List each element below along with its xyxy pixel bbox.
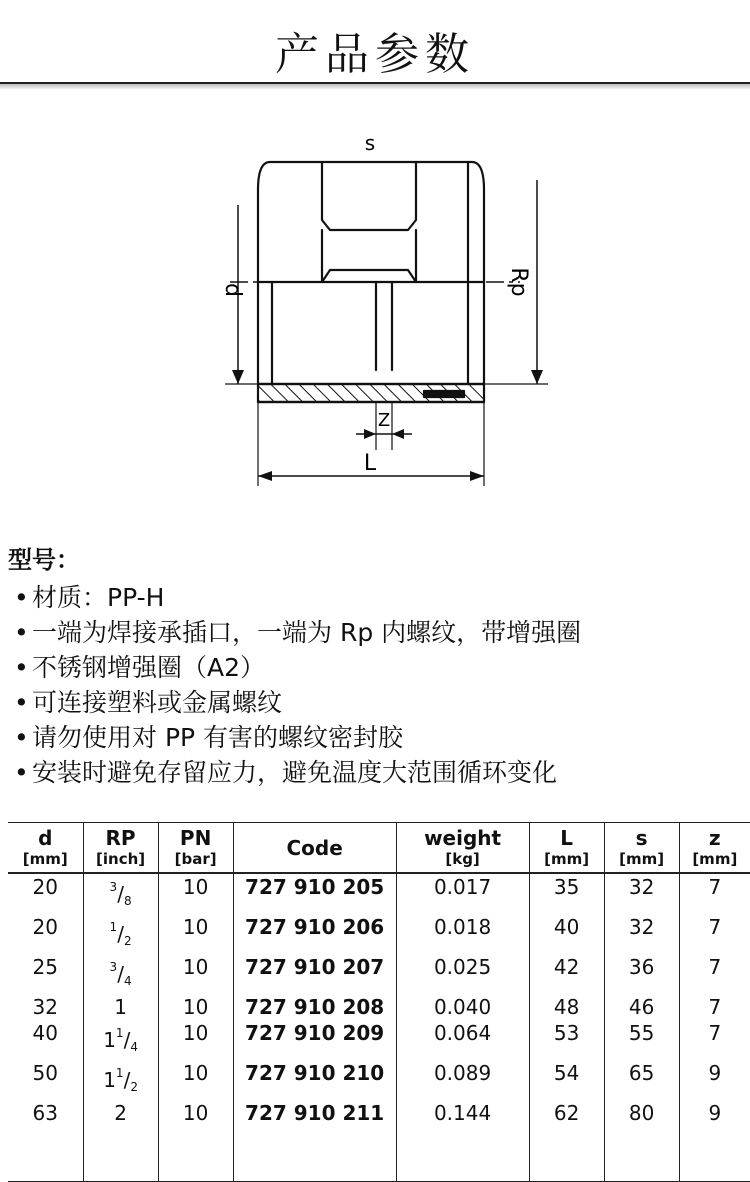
column-header [604,823,679,874]
cell-l: 40 [529,914,604,954]
title-divider-shadow [0,84,750,90]
cell-s: 32 [604,914,679,954]
column-header-unit: [mm] [692,850,738,868]
empty-cell [158,1126,233,1182]
cell-weight: 0.144 [396,1100,529,1126]
model-heading: 型号： [8,546,80,574]
cell-z: 7 [679,873,750,914]
empty-cell [8,1126,83,1182]
cell-z: 7 [679,994,750,1020]
label-d: d [220,283,245,297]
table-filler-row [8,1126,750,1182]
cell-s: 32 [604,873,679,914]
cell-d: 20 [32,875,58,899]
cell-code: 727 910 210 [233,1060,396,1100]
empty-cell [83,1126,158,1182]
cell-weight: 0.025 [396,954,529,994]
cell-s: 80 [604,1100,679,1126]
cell-s: 65 [604,1060,679,1100]
column-header [529,823,604,874]
empty-cell [529,1126,604,1182]
column-header-label: d [38,826,53,850]
column-header-label: PN [179,826,212,850]
cell-pn: 10 [158,1100,233,1126]
technical-drawing [0,100,750,520]
table-row [8,914,750,954]
cell-rp: $^1/_2$ [83,914,158,954]
cell-rp: 2 [83,1100,158,1126]
cell-l: 42 [529,954,604,994]
cell-rp: 1 [83,994,158,1020]
label-s: s [364,131,376,155]
column-header [8,823,83,874]
cell-rp: $^3/_4$ [83,954,158,994]
cell-rp: $1^1/_2$ [83,1060,158,1100]
cell-z: 7 [679,1020,750,1060]
cell-s: 36 [604,954,679,994]
cell-s: 55 [604,1020,679,1060]
cell-weight: 0.018 [396,914,529,954]
cell-d: 63 [32,1101,58,1125]
cell-weight: 0.017 [396,873,529,914]
label-z: Z [377,410,391,431]
empty-cell [604,1126,679,1182]
column-header-label: s [635,826,648,850]
column-header [83,823,158,874]
column-header-unit: [mm] [619,850,665,868]
cell-d: 40 [32,1021,58,1045]
column-header-unit: [inch] [96,850,146,868]
table-row [8,1100,750,1126]
cell-code: 727 910 209 [233,1020,396,1060]
page-title: 产品参数 [275,29,475,80]
cell-d: 50 [32,1061,58,1085]
cell-weight: 0.040 [396,994,529,1020]
cell-d: 32 [32,995,58,1019]
cell-pn: 10 [158,954,233,994]
cell-d: 20 [32,915,58,939]
cell-code: 727 910 211 [233,1100,396,1126]
table-row [8,954,750,994]
cell-l: 48 [529,994,604,1020]
spec-table [8,822,750,1182]
cell-code: 727 910 206 [233,914,396,954]
table-row [8,994,750,1020]
empty-cell [233,1126,396,1182]
cell-pn: 10 [158,1020,233,1060]
column-header [158,823,233,874]
empty-cell [679,1126,750,1182]
cell-code: 727 910 208 [233,994,396,1020]
empty-cell [396,1126,529,1182]
cell-s: 46 [604,994,679,1020]
cell-l: 35 [529,873,604,914]
label-rp: Rp [506,267,531,297]
cell-weight: 0.089 [396,1060,529,1100]
cell-pn: 10 [158,994,233,1020]
feature-item: • 一端为焊接承插口，一端为 Rp 内螺纹，带增强圈 [14,615,581,650]
cell-pn: 10 [158,1060,233,1100]
column-header [233,823,396,874]
column-header-label: L [560,826,573,850]
cell-pn: 10 [158,873,233,914]
table-row [8,1060,750,1100]
feature-item: • 可连接塑料或金属螺纹 [14,685,581,720]
column-header [396,823,529,874]
column-header-label: Code [286,836,343,860]
column-header-unit: [kg] [445,850,480,868]
cell-rp: $1^1/_4$ [83,1020,158,1060]
column-header-unit: [mm] [544,850,590,868]
cell-z: 9 [679,1100,750,1126]
cell-z: 9 [679,1060,750,1100]
cell-pn: 10 [158,914,233,954]
feature-list [14,580,581,790]
table-header-row [8,823,750,874]
feature-item: • 请勿使用对 PP 有害的螺纹密封胶 [14,720,581,755]
table-row [8,1020,750,1060]
cell-d: 25 [32,955,58,979]
label-l: L [363,451,377,476]
column-header-label: weight [424,826,502,850]
cell-l: 53 [529,1020,604,1060]
table-body [8,873,750,1182]
feature-item: • 不锈钢增强圈（A2） [14,650,581,685]
column-header [679,823,750,874]
cell-code: 727 910 207 [233,954,396,994]
column-header-label: z [709,826,721,850]
cell-code: 727 910 205 [233,873,396,914]
cell-l: 54 [529,1060,604,1100]
cell-z: 7 [679,954,750,994]
column-header-unit: [mm] [22,850,68,868]
cell-weight: 0.064 [396,1020,529,1060]
cell-l: 62 [529,1100,604,1126]
feature-item: • 材质：PP-H [14,580,581,615]
cell-rp: $^3/_8$ [83,873,158,914]
column-header-label: RP [105,826,136,850]
spec-table-container [8,822,750,1182]
column-header-unit: [bar] [174,850,217,868]
table-row [8,873,750,914]
feature-item: • 安装时避免存留应力，避免温度大范围循环变化 [14,755,581,790]
cell-z: 7 [679,914,750,954]
